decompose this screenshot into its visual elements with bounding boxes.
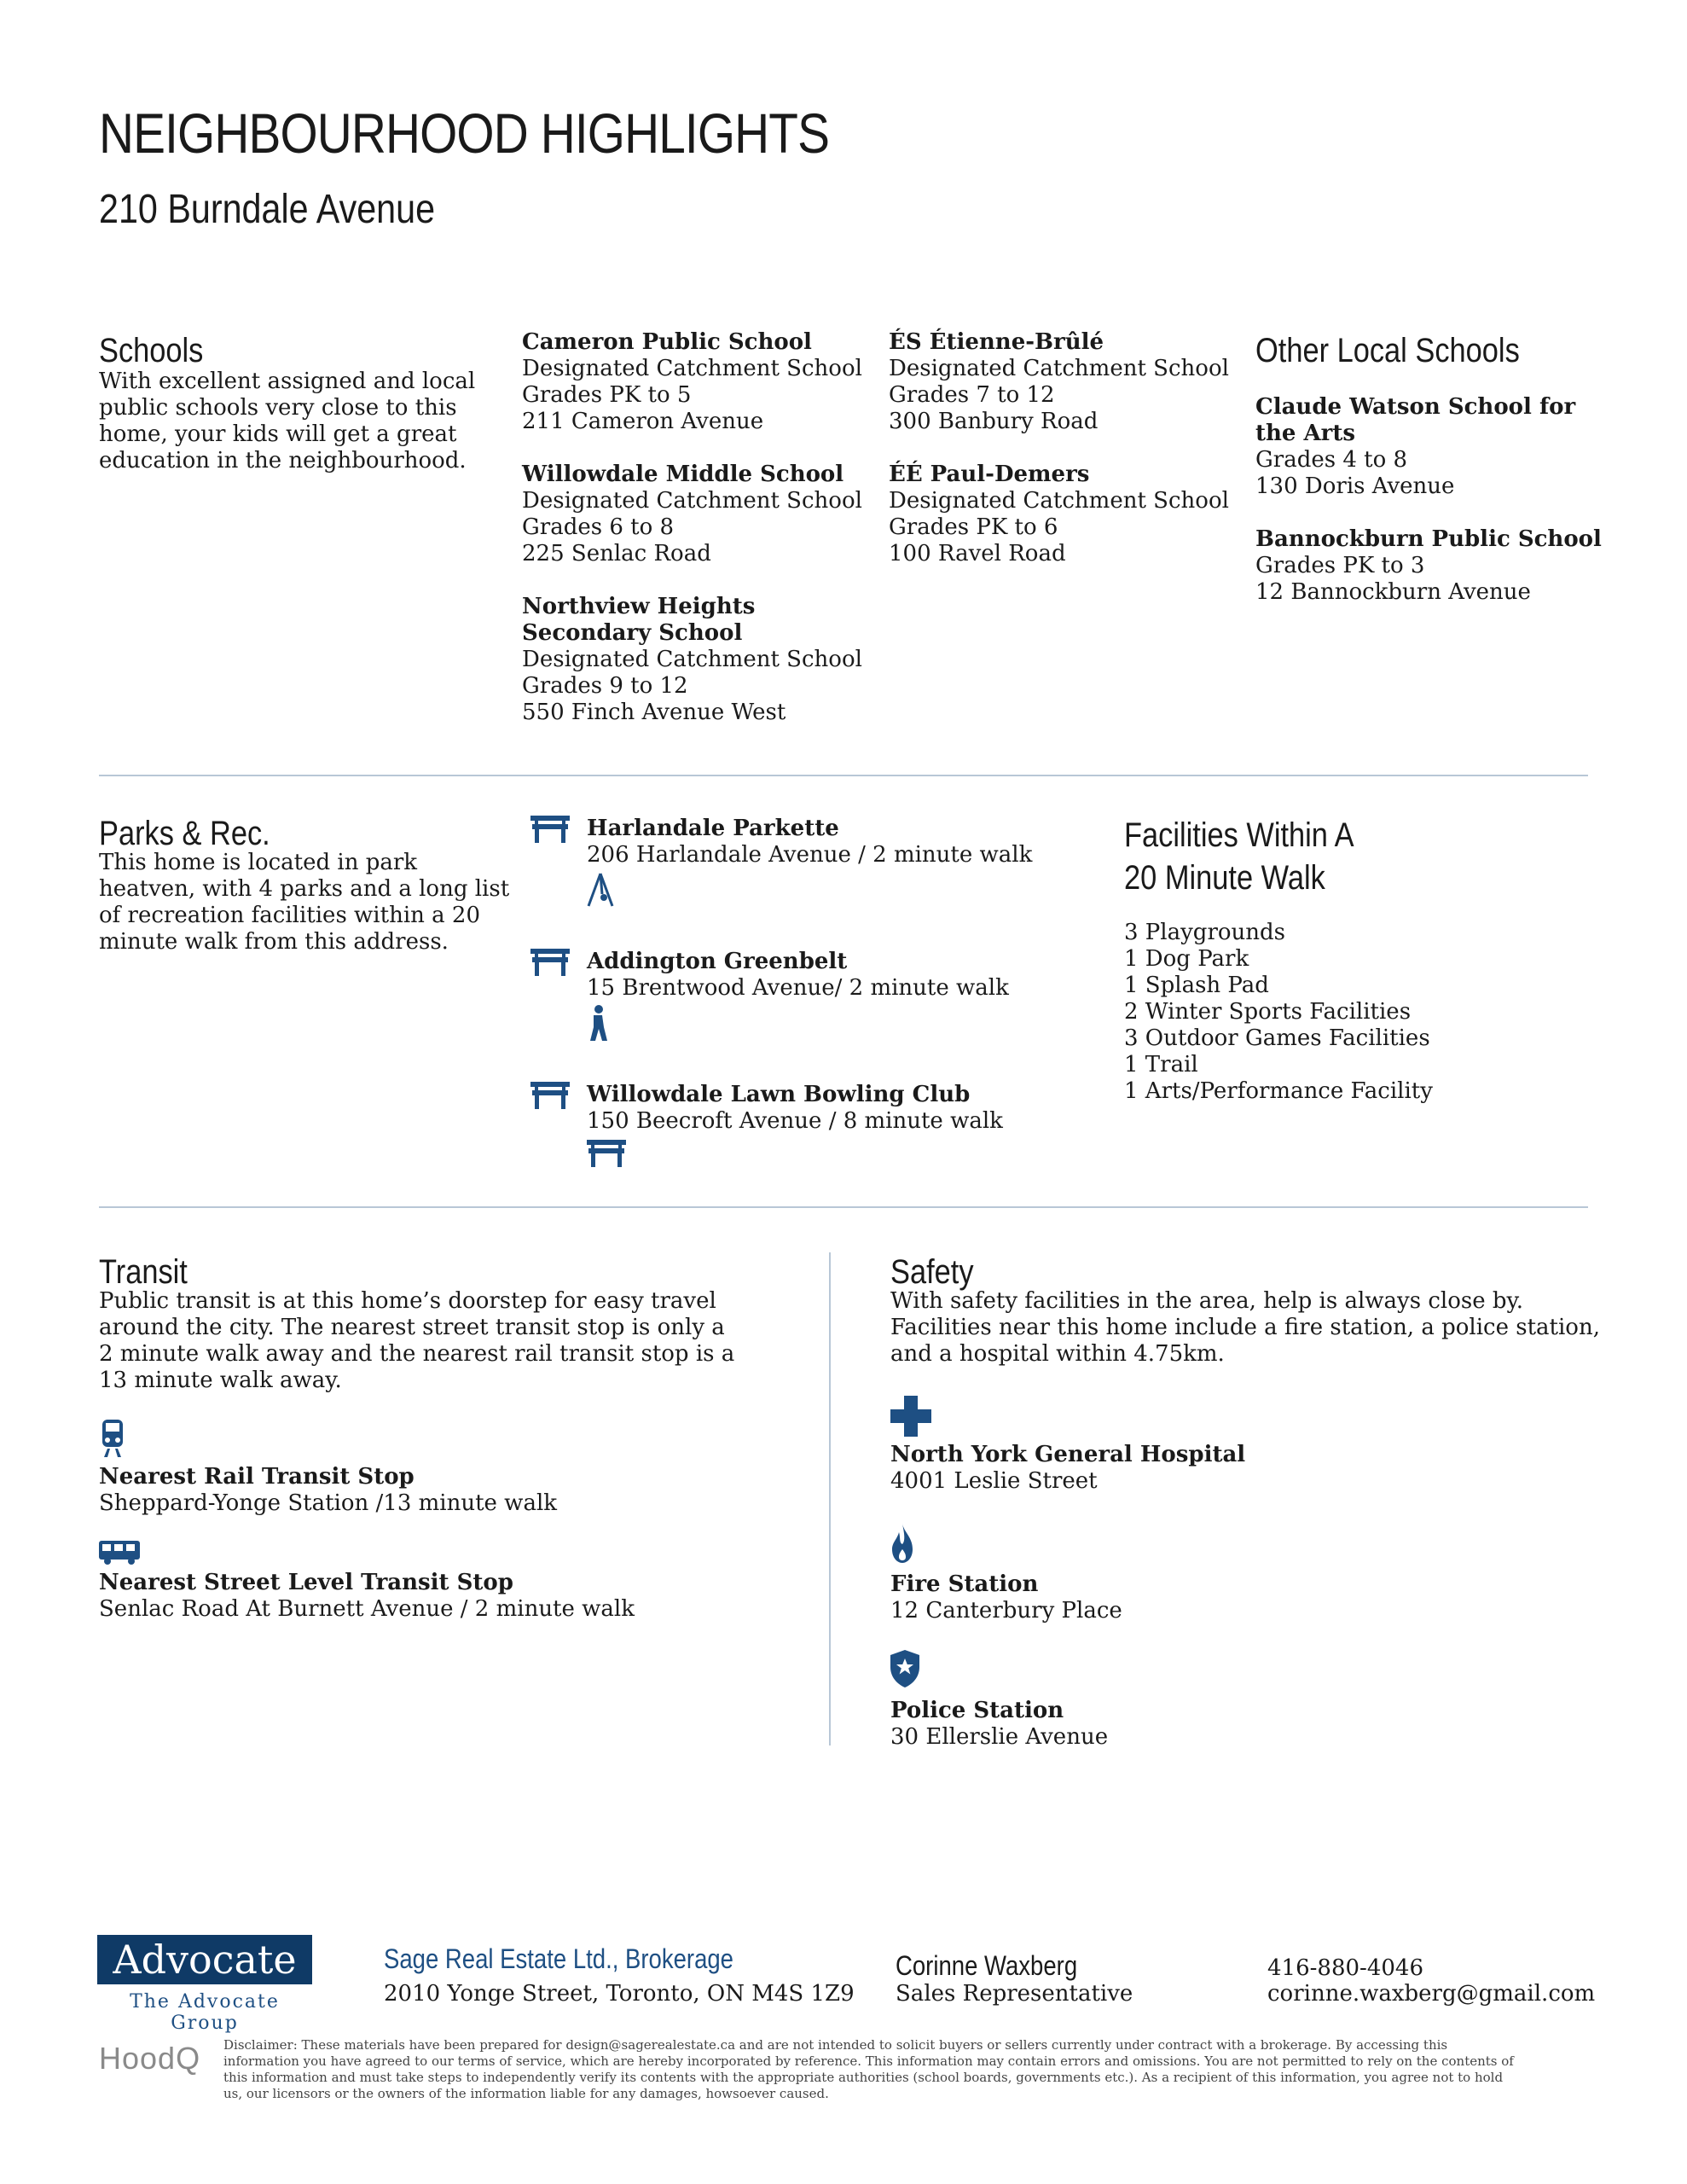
school-entry: Cameron Public School Designated Catchment School Grades PK to 5 211 Cameron Avenue bbox=[522, 329, 862, 434]
section-divider bbox=[99, 1206, 1588, 1208]
bench-icon bbox=[530, 816, 570, 843]
fire-entry: Fire Station 12 Canterbury Place bbox=[890, 1571, 1122, 1623]
facility-item: 1 Splash Pad bbox=[1124, 973, 1269, 998]
advocate-logo-subtitle: The Advocate Group bbox=[130, 1991, 280, 2034]
bench-icon bbox=[530, 949, 570, 976]
other-schools-heading: Other Local Schools bbox=[1255, 332, 1520, 369]
safety-heading: Safety bbox=[890, 1253, 974, 1291]
rail-stop: Nearest Rail Transit Stop Sheppard-Yonge Station /13 minute walk bbox=[99, 1464, 558, 1516]
facility-item: 2 Winter Sports Facilities bbox=[1124, 999, 1412, 1025]
school-entry: ÉÉ Paul-Demers Designated Catchment School Grades PK to 6 100 Ravel Road bbox=[889, 462, 1229, 566]
bench-icon bbox=[587, 1140, 626, 1167]
park-name: Addington Greenbelt bbox=[587, 949, 848, 974]
parks-intro: This home is located in park heatven, with 4 parks and a long list of recreation facilities within a 20 minute walk from this address. bbox=[99, 850, 510, 955]
bus-icon bbox=[99, 1541, 140, 1565]
facility-item: 3 Playgrounds bbox=[1124, 920, 1286, 945]
hospital-entry: North York General Hospital 4001 Leslie Street bbox=[890, 1442, 1246, 1494]
transit-heading: Transit bbox=[99, 1253, 188, 1291]
schools-heading: Schools bbox=[99, 332, 204, 369]
police-entry: Police Station 30 Ellerslie Avenue bbox=[890, 1698, 1109, 1750]
police-shield-icon bbox=[890, 1650, 919, 1687]
facility-item: 1 Dog Park bbox=[1124, 946, 1249, 972]
park-detail: 206 Harlandale Avenue / 2 minute walk bbox=[587, 842, 1033, 868]
hoodq-logo: HoodQ bbox=[99, 2041, 201, 2076]
disclaimer: Disclaimer: These materials have been prepared for design@sagerealestate.ca and are not intended to solicit buyers or sellers currently under contract with a brokerage. By accessing this information you have agreed to our terms of service, which are hereby incorporated by reference. This information may contain errors and omissions. You are not permitted to rely on the contents of this information and must take steps to independently verify its contents with the appropriate authorities (school boards, governments etc.). As a recipient of this information, you agree not to hold us, our licensors or the owners of the information liable for any damages, howsoever caused. bbox=[223, 2037, 1514, 2101]
property-address: 210 Burndale Avenue bbox=[99, 187, 436, 232]
bench-icon bbox=[530, 1082, 570, 1109]
facility-item: 1 Arts/Performance Facility bbox=[1124, 1078, 1433, 1104]
schools-column-1 bbox=[522, 329, 862, 752]
column-divider bbox=[829, 1252, 831, 1745]
schools-column-2 bbox=[889, 329, 1229, 594]
park-detail: 15 Brentwood Avenue/ 2 minute walk bbox=[587, 975, 1009, 1001]
street-stop: Nearest Street Level Transit Stop Senlac Road At Burnett Avenue / 2 minute walk bbox=[99, 1570, 635, 1622]
facilities-list bbox=[1124, 920, 1433, 1105]
agent-email: corinne.waxberg@gmail.com bbox=[1267, 1981, 1596, 2007]
transit-intro: Public transit is at this home’s doorstep for easy travel around the city. The nearest street transit stop is only a 2 minute walk away and the nearest rail transit stop is a 13 minute walk away. bbox=[99, 1288, 735, 1393]
section-divider bbox=[99, 775, 1588, 776]
facility-item: 1 Trail bbox=[1124, 1052, 1198, 1077]
train-icon bbox=[101, 1420, 125, 1457]
park-detail: 150 Beecroft Avenue / 8 minute walk bbox=[587, 1108, 1003, 1134]
schools-intro: With excellent assigned and local public schools very close to this home, your kids will get a great education in the neighbourhood. bbox=[99, 369, 476, 473]
agent-role: Sales Representative bbox=[896, 1981, 1133, 2007]
brokerage-name: Sage Real Estate Ltd., Brokerage bbox=[384, 1943, 733, 1974]
hiker-icon bbox=[587, 1005, 611, 1043]
agent-phone: 416-880-4046 bbox=[1267, 1955, 1423, 1981]
school-entry: Claude Watson School for the Arts Grades 4 to 8 130 Doris Avenue bbox=[1255, 394, 1576, 499]
hospital-cross-icon bbox=[890, 1396, 931, 1437]
safety-intro: With safety facilities in the area, help is always close by. Facilities near this home include a fire station, a police station, and a hospital within 4.75km. bbox=[890, 1288, 1600, 1367]
other-schools-list bbox=[1255, 394, 1602, 632]
park-name: Willowdale Lawn Bowling Club bbox=[587, 1082, 971, 1107]
park-name: Harlandale Parkette bbox=[587, 816, 839, 841]
school-entry: Northview Heights Secondary School Designated Catchment School Grades 9 to 12 550 Finch Avenue West bbox=[522, 594, 862, 725]
advocate-logo: Advocate bbox=[97, 1935, 312, 1984]
school-entry: ÉS Étienne-Brûlé Designated Catchment School Grades 7 to 12 300 Banbury Road bbox=[889, 329, 1229, 434]
school-entry: Willowdale Middle School Designated Catchment School Grades 6 to 8 225 Senlac Road bbox=[522, 462, 862, 566]
brokerage-address: 2010 Yonge Street, Toronto, ON M4S 1Z9 bbox=[384, 1981, 855, 2007]
fire-icon bbox=[890, 1524, 914, 1563]
facilities-heading: Facilities Within A 20 Minute Walk bbox=[1124, 816, 1354, 897]
school-entry: Bannockburn Public School Grades PK to 3 12 Bannockburn Avenue bbox=[1255, 526, 1602, 605]
facility-item: 3 Outdoor Games Facilities bbox=[1124, 1025, 1430, 1051]
page-title: NEIGHBOURHOOD HIGHLIGHTS bbox=[99, 102, 830, 165]
agent-name: Corinne Waxberg bbox=[896, 1950, 1078, 1981]
playground-swing-icon bbox=[585, 872, 616, 908]
parks-heading: Parks & Rec. bbox=[99, 815, 270, 852]
